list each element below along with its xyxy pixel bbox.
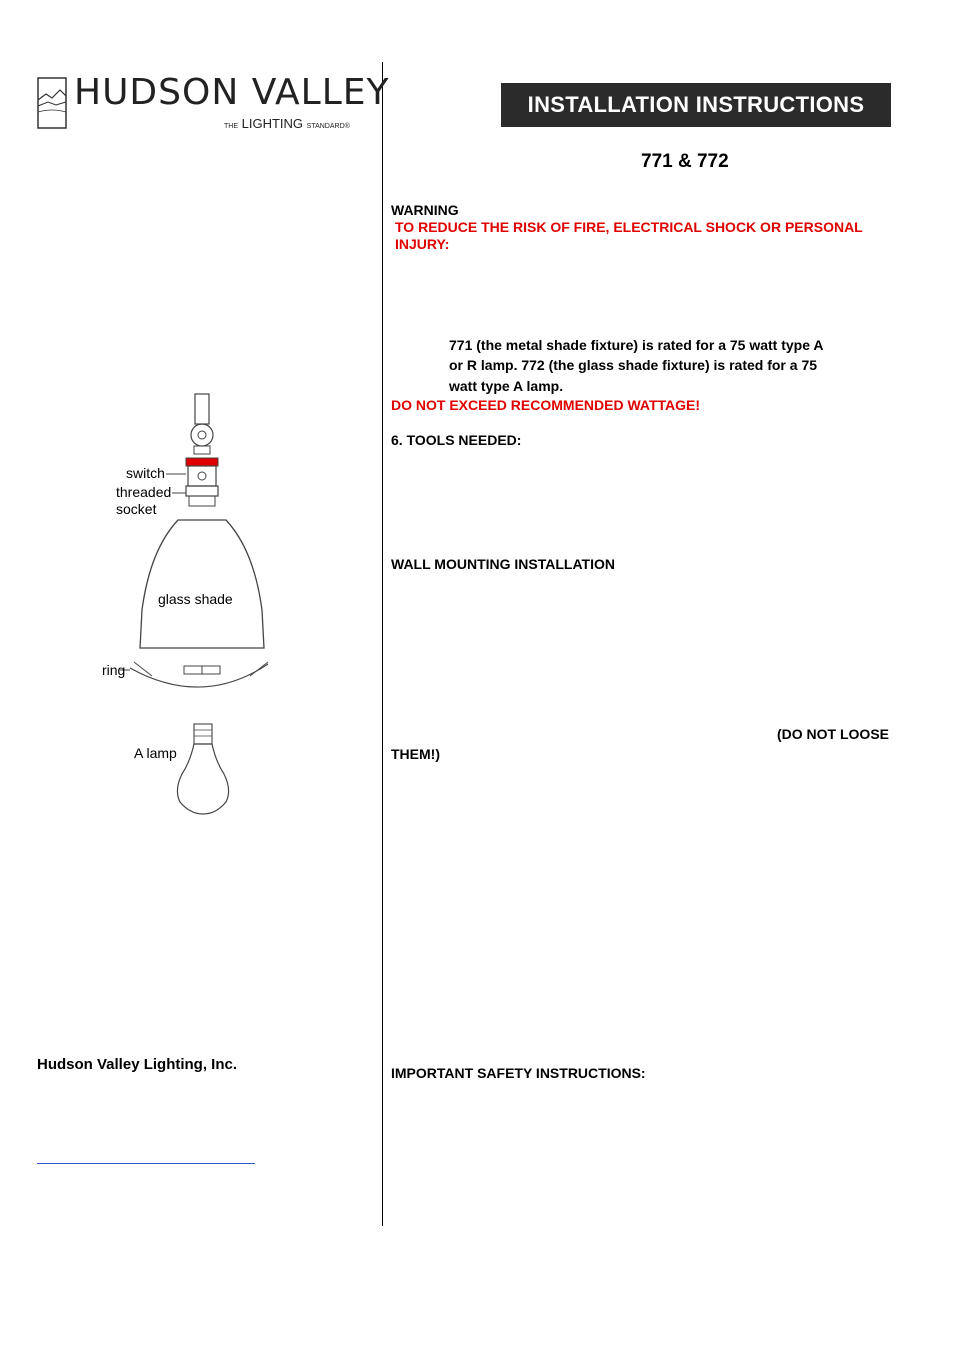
warning-text: TO REDUCE THE RISK OF FIRE, ELECTRICAL SHOCK OR PERSONAL INJURY: [395, 219, 863, 252]
ring-label: ring [102, 662, 126, 678]
brand-tagline: THE LIGHTING STANDARD® [224, 116, 350, 131]
wall-mounting-heading: WALL MOUNTING INSTALLATION [391, 556, 615, 572]
instructions-banner: INSTALLATION INSTRUCTIONS [501, 83, 891, 127]
mountain-logo-icon [36, 76, 70, 130]
website-link-underline[interactable] [37, 1163, 255, 1164]
warning-title: WARNING [391, 202, 459, 218]
company-name: Hudson Valley Lighting, Inc. [37, 1056, 238, 1073]
safety-heading: IMPORTANT SAFETY INSTRUCTIONS: [391, 1065, 646, 1081]
glass-shade-label: glass shade [158, 591, 233, 607]
rating-line-1: 771 (the metal shade fixture) is rated for a 75 watt type A [449, 337, 824, 353]
switch-label: switch [126, 465, 165, 481]
rating-line-2: or R lamp. 772 (the glass shade fixture) is rated for a 75 [449, 357, 818, 373]
rating-line-3: watt type A lamp. [449, 378, 564, 394]
socket-label: socket [116, 501, 157, 517]
brand-name: HUDSON VALLEY [74, 72, 390, 113]
wattage-caution: DO NOT EXCEED RECOMMENDED WATTAGE! [391, 397, 701, 413]
do-not-lose-note-end: THEM!) [391, 746, 440, 762]
tools-heading: 6. TOOLS NEEDED: [391, 432, 522, 448]
threaded-label: threaded [116, 484, 172, 500]
a-lamp-label: A lamp [134, 745, 177, 761]
column-divider [382, 62, 383, 1226]
model-number: 771 & 772 [641, 151, 729, 172]
do-not-lose-note: (DO NOT LOOSE [777, 726, 889, 742]
